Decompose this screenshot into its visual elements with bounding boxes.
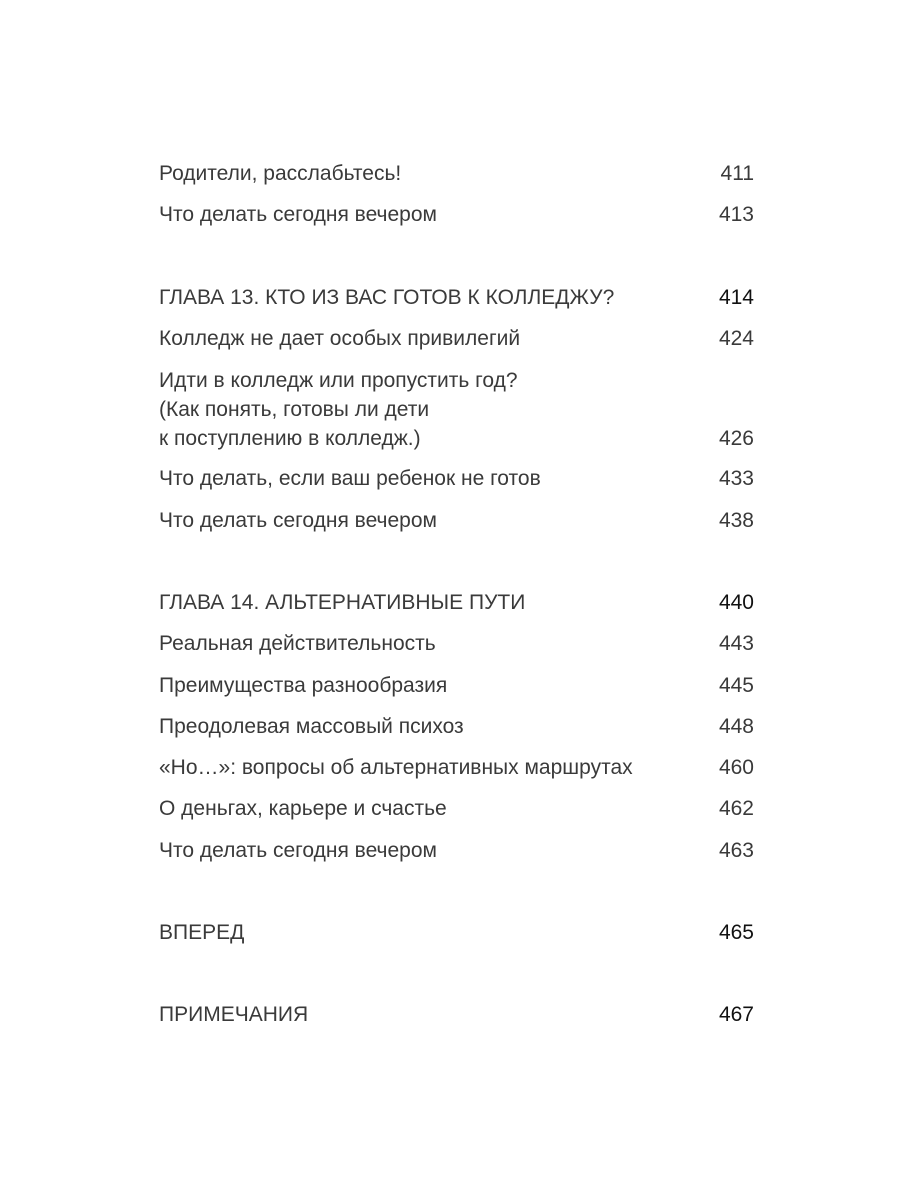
- toc-entry: [159, 159, 754, 188]
- toc-entry-page: 460: [718, 756, 754, 779]
- toc-entry: [159, 629, 754, 658]
- toc-entry: [159, 200, 754, 229]
- toc-entry-title: Преимущества разнообразия: [159, 674, 448, 697]
- toc-entry-title: Что делать сегодня вечером: [159, 509, 437, 532]
- toc-entry: [159, 324, 754, 353]
- toc-entry-title: Реальная действительность: [159, 632, 436, 655]
- toc-entry-page: 424: [718, 327, 754, 350]
- toc-entry-page: 448: [718, 715, 754, 738]
- toc-section-title: ПРИМЕЧАНИЯ: [159, 1003, 309, 1026]
- toc-section-heading: [159, 918, 754, 947]
- toc-entry-page: 445: [718, 674, 754, 697]
- toc-entry-page: 411: [720, 162, 754, 185]
- toc-entry-page: 443: [718, 632, 754, 655]
- toc-entry-page: 462: [718, 797, 754, 820]
- toc-entry-page: 433: [718, 467, 754, 490]
- toc-chapter-heading: [159, 283, 754, 312]
- toc-entry-page: 438: [718, 509, 754, 532]
- toc-entry-title: Родители, расслабьтесь!: [159, 162, 402, 185]
- toc-entry-title: Колледж не дает особых привилегий: [159, 327, 521, 350]
- toc-chapter-page: 440: [718, 591, 754, 614]
- toc-entry: [159, 506, 754, 535]
- toc-chapter-page: 414: [718, 286, 754, 309]
- toc-entry-title: Что делать сегодня вечером: [159, 839, 437, 862]
- toc-section-heading: [159, 1000, 754, 1029]
- toc-entry: [159, 753, 754, 782]
- toc-entry-title: «Но…»: вопросы об альтернативных маршрутах: [159, 756, 633, 779]
- toc-entry-title: Что делать сегодня вечером: [159, 203, 437, 226]
- toc-entry: [159, 464, 754, 493]
- toc-entry-title: Идти в колледж или пропустить год? (Как понять, готовы ли дети к поступлению в колледж.): [159, 369, 518, 450]
- toc-entry-title: Что делать, если ваш ребенок не готов: [159, 467, 541, 490]
- toc-entry-page: 426: [718, 427, 754, 450]
- toc-section-page: 465: [718, 921, 754, 944]
- toc-section-page: 467: [718, 1003, 754, 1026]
- toc-entry: [159, 836, 754, 865]
- toc-entry-page: 463: [718, 839, 754, 862]
- toc-entry-page: 413: [718, 203, 754, 226]
- toc-entry: [159, 794, 754, 823]
- toc-entry: [159, 712, 754, 741]
- toc-section-title: ВПЕРЕД: [159, 921, 245, 944]
- toc-entry: [159, 671, 754, 700]
- toc-chapter-heading: [159, 588, 754, 617]
- toc-entry-title: О деньгах, карьере и счастье: [159, 797, 447, 820]
- toc-entry-title: Преодолевая массовый психоз: [159, 715, 464, 738]
- toc-chapter-title: ГЛАВА 13. КТО ИЗ ВАС ГОТОВ К КОЛЛЕДЖУ?: [159, 286, 615, 309]
- toc-chapter-title: ГЛАВА 14. АЛЬТЕРНАТИВНЫЕ ПУТИ: [159, 591, 526, 614]
- toc-entry: [159, 366, 754, 453]
